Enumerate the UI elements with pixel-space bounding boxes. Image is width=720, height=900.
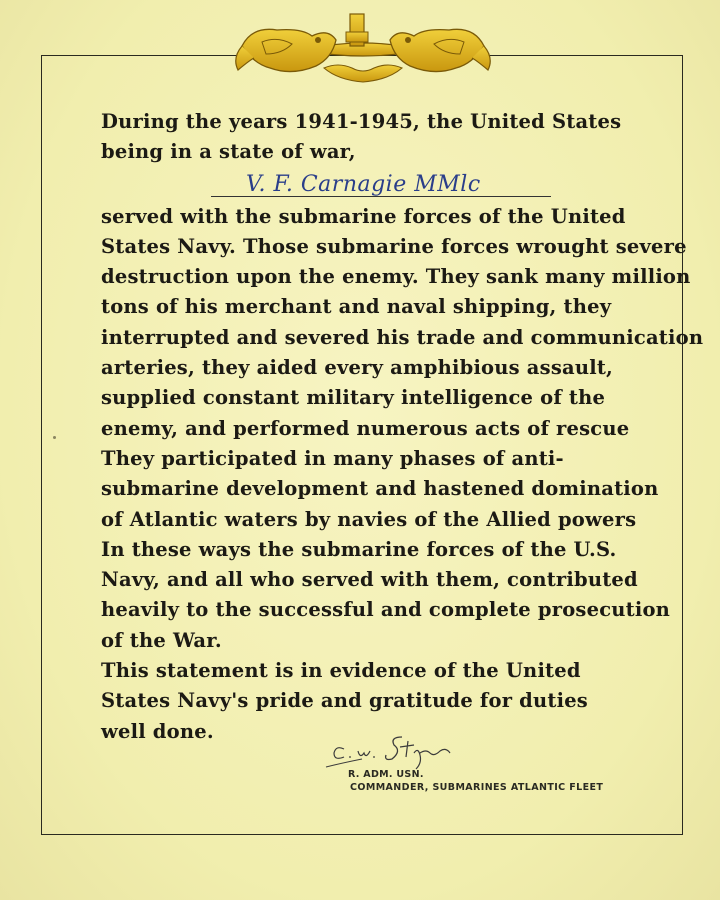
- text-line: being in a state of war,: [101, 140, 356, 164]
- text-line: arteries, they aided every amphibious assault,: [101, 356, 614, 380]
- text-line: They participated in many phases of anti-: [101, 446, 564, 470]
- signature-icon: [322, 727, 472, 773]
- text-line: served with the submarine forces of the United: [101, 204, 626, 228]
- text-line: submarine development and hastened domination: [101, 477, 659, 501]
- signatory-rank: R. ADM. USN.: [348, 769, 424, 780]
- text-line: well done.: [101, 719, 214, 743]
- text-line: This statement is in evidence of the United: [101, 659, 581, 683]
- text-line: States Navy's pride and gratitude for duties: [101, 689, 588, 713]
- text-line: tons of his merchant and naval shipping, they: [101, 295, 612, 319]
- text-line: of the War.: [101, 628, 222, 652]
- recipient-line: [101, 168, 641, 202]
- text-line: supplied constant military intelligence of the: [101, 386, 606, 410]
- text-line: enemy, and performed numerous acts of rescue: [101, 416, 630, 440]
- text-line: interrupted and severed his trade and communication: [101, 325, 704, 349]
- text-line: States Navy. Those submarine forces wrought severe: [101, 234, 687, 258]
- recipient-name: V. F. Carnagie MMlc: [246, 171, 481, 197]
- paper-spot: [53, 436, 56, 439]
- submarine-dolphins-insignia-icon: [232, 6, 494, 96]
- text-line: heavily to the successful and complete prosecution: [101, 598, 671, 622]
- text-line: During the years 1941-1945, the United States: [101, 110, 622, 133]
- certificate-text: [101, 107, 704, 747]
- text-line: Navy, and all who served with them, contributed: [101, 568, 638, 592]
- signatory-title: COMMANDER, SUBMARINES ATLANTIC FLEET: [350, 782, 604, 793]
- text-line: of Atlantic waters by navies of the Allied powers: [101, 507, 637, 531]
- text-line: destruction upon the enemy. They sank many million: [101, 265, 691, 289]
- text-line: In these ways the submarine forces of the U.S.: [101, 537, 617, 561]
